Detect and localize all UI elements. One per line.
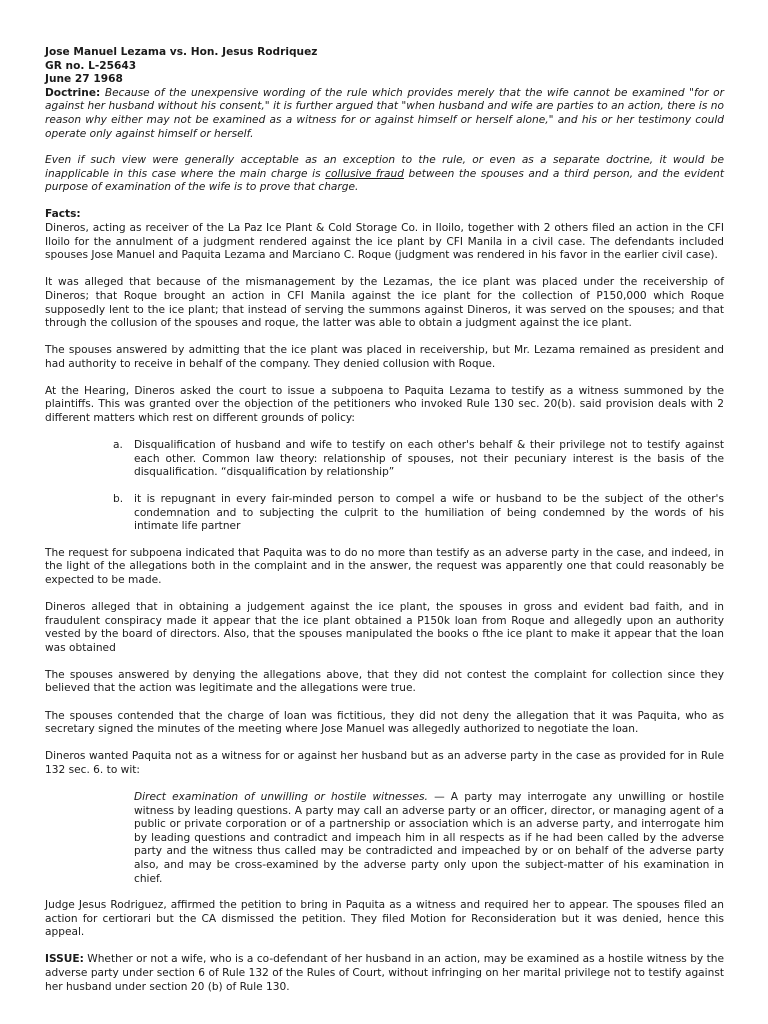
rule-quote-body: — A party may interrogate any unwilling or hostile witness by leading questions. A party may call an adverse party or an officer, director, or managing agent of a public or private corporation or of a partnership or association which is an adverse party, and interrogate him by leading questions and contradict and impeach him in all respects as if he had been called by the adverse party and the witness thus called may be contradicted and impeached by or on behalf of the adverse party also, and may be cross-examined by the adverse party only upon the subject-matter of his examination in chief. [134, 790, 724, 885]
list-marker: a. [113, 439, 123, 452]
facts-paragraph: The request for subpoena indicated that Paquita was to do no more than testify as an adverse party in the case, and indeed, in the light of the allegations both in the complaint and in the answer, the request was apparently one that could reasonably be expected to be made. [45, 546, 724, 586]
facts-paragraph: It was alleged that because of the mismanagement by the Lezamas, the ice plant was placed under the receivership of Dineros; that Roque brought an action in CFI Manila against the ice plant for the collection of P150,000 which Roque supposedly lent to the ice plant; that instead of serving the summons against Dineros, it was served on the spouses; and that through the collusion of the spouses and roque, the latter was able to obtain a judgment against the ice plant. [45, 276, 724, 330]
facts-paragraph: The spouses contended that the charge of loan was fictitious, they did not deny the allegation that it was Paquita, who as secretary signed the minutes of the meeting where Jose Manuel was allegedly authorized to negotiate the loan. [45, 709, 724, 736]
doctrine-text-1: Because of the unexpensive wording of the rule which provides merely that the wife cannot be examined "for or against her husband without his consent," it is further argued that "when husband and wife are parties to an action, there is no reason why either may not be examined as a witness for or against himself or herself alone," and his or her testimony could operate only against himself or herself. [45, 86, 724, 140]
rule-quote-title: Direct examination of unwilling or hostile witnesses. [134, 790, 428, 803]
facts-paragraph: Dineros, acting as receiver of the La Paz Ice Plant & Cold Storage Co. in Iloilo, together with 2 others filed an action in the CFI Iloilo for the annulment of a judgment rendered against the ice plant by CFI Manila in a civil case. The defendants included spouses Jose Manuel and Paquita Lezama and Marciano C. Roque (judgment was rendered in his favor in the earlier civil case). [45, 222, 724, 262]
facts-paragraph: At the Hearing, Dineros asked the court to issue a subpoena to Paquita Lezama to testify as a witness summoned by the plaintiffs. This was granted over the objection of the petitioners who invoked Rule 130 sec. 20(b). said provision deals with 2 different matters which rest on different grounds of policy: [45, 384, 724, 425]
doctrine-label: Doctrine: [45, 86, 101, 99]
doctrine-text-2: Even if such view were generally acceptable as an exception to the rule, or even as a separate doctrine, it would be inapplicable in this case where the main charge is collusive fraud between the spouses and a third person, and the evident purpose of examination of the wife is to prove that charge. [45, 154, 724, 194]
list-item: a. Disqualification of husband and wife to testify on each other's behalf & their privilege not to testify against each other. Common law theory: relationship of spouses, not their pecuniary interest is the basis of the disqualification. “disqualification by relationship” [113, 439, 724, 479]
issue-text: Whether or not a wife, who is a co-defendant of her husband in an action, may be examined as a hostile witness by the adverse party under section 6 of Rule 132 of the Rules of Court, without infringing on her marital privilege not to testify against her husband under section 20 (b) of Rule 130. [45, 953, 724, 993]
rule-quote-block [134, 791, 724, 886]
collusive-fraud-term: collusive fraud [325, 167, 404, 180]
facts-paragraph: Dineros alleged that in obtaining a judgement against the ice plant, the spouses in gross and evident bad faith, and in fraudulent conspiracy made it appear that the ice plant obtained a P150k loan from Roque and allegedly upon an authority vested by the board of directors. Also, that the spouses manipulated the books o fthe ice plant to make it appear that the loan was obtained [45, 601, 724, 654]
policy-grounds-list [45, 439, 724, 534]
facts-paragraph: The spouses answered by admitting that the ice plant was placed in receivership, but Mr. Lezama remained as president and had authority to receive in behalf of the company. They denied collusion with Roque. [45, 344, 724, 370]
case-date: June 27 1968 [45, 73, 123, 86]
facts-paragraph: The spouses answered by denying the allegations above, that they did not contest the complaint for collection since they believed that the action was legitimate and the allegations were true. [45, 668, 724, 695]
issue-section [45, 953, 724, 994]
case-title: Jose Manuel Lezama vs. Hon. Jesus Rodriquez [45, 46, 318, 58]
doctrine-section [45, 87, 724, 141]
issue-label: ISSUE: [45, 953, 84, 966]
gr-number: GR no. L-25643 [45, 59, 137, 72]
list-marker: b. [113, 492, 124, 505]
facts-heading: Facts: [45, 208, 81, 221]
list-item: b. it is repugnant in every fair-minded person to compel a wife or husband to be the subject of the other's condemnation and to subjecting the culprit to the humiliation of being condemned by the words of his intimate life partner [113, 492, 724, 533]
facts-closing-paragraph: Judge Jesus Rodriguez, affirmed the petition to bring in Paquita as a witness and required her to appear. The spouses filed an action for certiorari but the CA dismissed the petition. They filed Motion for Reconsideration but it was denied, hence this appeal. [45, 899, 724, 939]
facts-paragraph: Dineros wanted Paquita not as a witness for or against her husband but as an adverse party in the case as provided for in Rule 132 sec. 6. to wit: [45, 750, 724, 776]
